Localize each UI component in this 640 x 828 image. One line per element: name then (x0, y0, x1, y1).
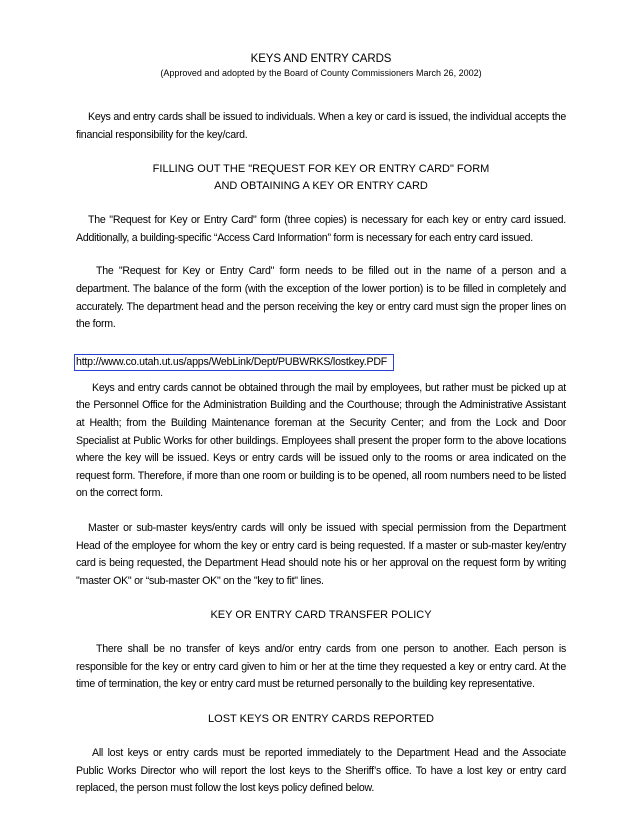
lost-key-form-link[interactable]: http://www.co.utah.ut.us/apps/WebLink/Dept/PUBWRKS/lostkey.PDF (74, 354, 394, 371)
document-title: KEYS AND ENTRY CARDS (250, 53, 392, 65)
filling-out-heading-line-2: AND OBTAINING A KEY OR ENTRY CARD (214, 180, 428, 193)
transfer-policy-heading: KEY OR ENTRY CARD TRANSFER POLICY (210, 609, 432, 622)
pickup-locations-paragraph: Keys and entry cards cannot be obtained through the mail by employees, but rather must be picked up at the Personnel Office for the Administration Building and the Courthouse; through the Administrative Assistant at Health; from the Building Maintenance foreman at the Security Center; and from the Lock and Door Specialist at Public Works for other buildings. Employees shall present the proper form to the above locations where the key will be issued. Keys or entry cards will be issued only to the rooms or area indicated on the request form. Therefore, if more than one room or building is to be opened, all room numbers need to be listed on the correct form. (76, 381, 566, 500)
document-page (76, 52, 566, 798)
transfer-policy-paragraph: There shall be no transfer of keys and/or entry cards from one person to another. Each person is responsible for the key or entry card given to him or her at the time they requested a key or entry card. At the time of termination, the key or entry card must be returned personally to the building key representative. (76, 643, 566, 691)
master-key-paragraph: Master or sub-master keys/entry cards will only be issued with special permission from the Department Head of the employee for whom the key or entry card is being requested. If a master or sub-master key/entry card is being requested, the Department Head should note his or her approval on the request form by writing "master OK" or “sub-master OK" on the "key to fit" lines. (76, 521, 566, 587)
filling-out-heading (76, 161, 566, 195)
lost-keys-heading: LOST KEYS OR ENTRY CARDS REPORTED (208, 713, 434, 726)
lost-key-link-row (76, 352, 566, 371)
lost-keys-paragraph: All lost keys or entry cards must be reported immediately to the Department Head and the Associate Public Works Director who will report the lost keys to the Sheriff’s office. To have a lost key or entry card replaced, the person must follow the lost keys policy defined below. (76, 747, 566, 795)
filling-out-heading-line-1: FILLING OUT THE "REQUEST FOR KEY OR ENTRY CARD" FORM (152, 163, 490, 176)
form-completion-paragraph: The "Request for Key or Entry Card" form needs to be filled out in the name of a person and a department. The balance of the form (with the exception of the lower portion) is to be filled in completely and accurately. The department head and the person receiving the key or entry card must sign the proper lines on the form. (76, 265, 566, 331)
document-subtitle: (Approved and adopted by the Board of County Commissioners March 26, 2002) (160, 68, 482, 78)
intro-paragraph: Keys and entry cards shall be issued to individuals. When a key or card is issued, the individual accepts the financial responsibility for the key/card. (76, 111, 566, 141)
form-requirement-paragraph: The "Request for Key or Entry Card" form (three copies) is necessary for each key or entry card issued. Additionally, a building-specific “Access Card Information” form is necessary for each entry card issued. (76, 214, 566, 244)
